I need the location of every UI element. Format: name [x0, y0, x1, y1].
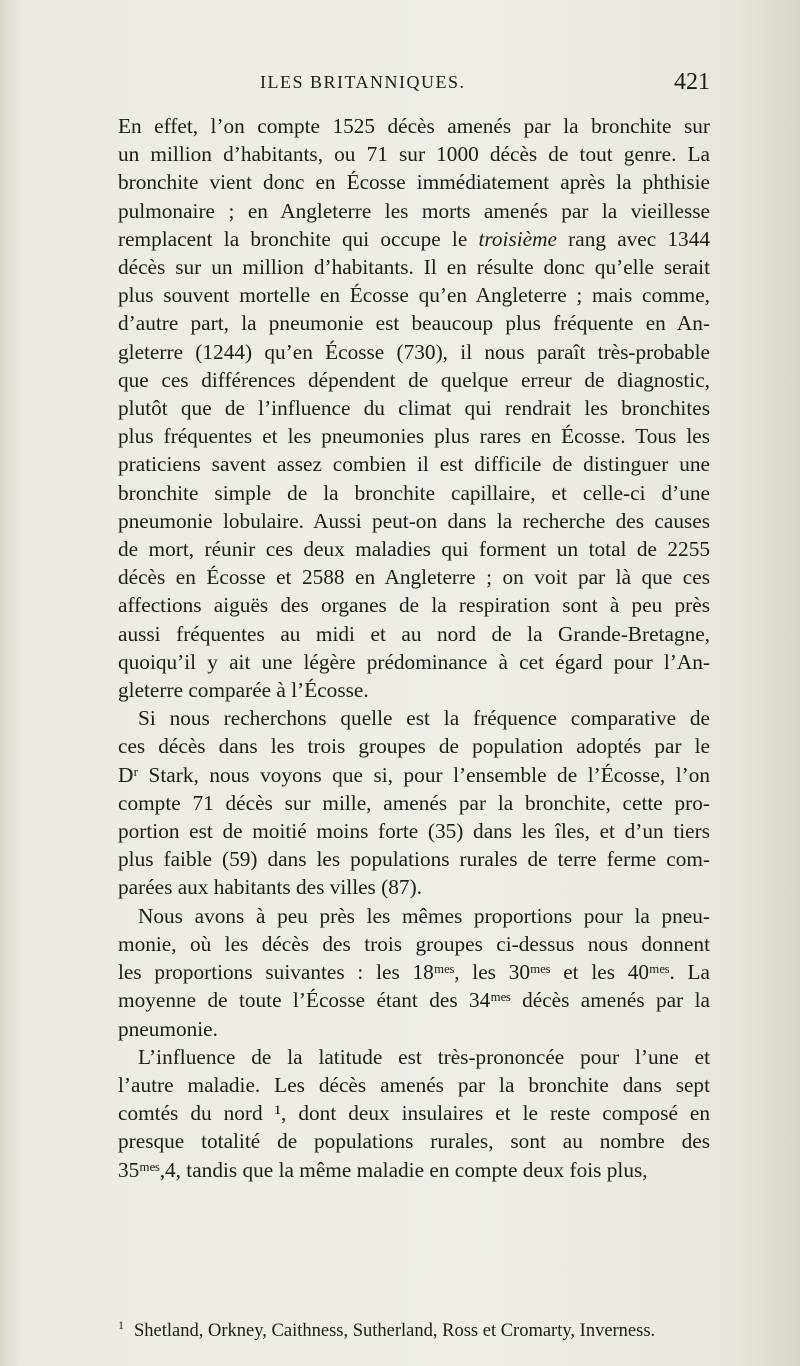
text-line: portion est de moitié moins forte (35) dans les îles, et d’un tiers: [118, 819, 710, 844]
paragraph: [118, 704, 710, 901]
page-header: [200, 69, 710, 106]
text-line: décès sur un million d’habitants. Il en résulte donc qu’elle serait: [118, 255, 710, 280]
text-line: presque totalité de populations rurales, sont au nombre des: [118, 1129, 710, 1154]
emphasis: troisième: [478, 226, 557, 251]
text-line: affections aiguës des organes de la respiration sont à peu près: [118, 593, 710, 618]
text-line: plutôt que de l’influence du climat qui rendrait les bronchites: [118, 396, 710, 421]
text-line: décès en Écosse et 2588 en Angleterre ; on voit par là que ces: [118, 565, 710, 590]
footnote-marker: 1: [118, 1318, 124, 1332]
page-number: 421: [674, 69, 710, 95]
text-line: quoiqu’il y ait une légère prédominance à cet égard pour l’An-: [118, 649, 710, 674]
text-line: comtés du nord ¹, dont deux insulaires et le reste composé en: [118, 1101, 710, 1126]
text-line: remplacent la bronchite qui occupe le troisième rang avec 1344: [118, 226, 710, 251]
text-line: moyenne de toute l’Écosse étant des 34ᵐᵉˢ décès amenés par la: [118, 988, 710, 1013]
text-line: Nous avons à peu près les mêmes proportions pour la pneu-: [138, 903, 710, 928]
footnote: [118, 1318, 718, 1342]
text-line: compte 71 décès sur mille, amenés par la bronchite, cette pro-: [118, 790, 710, 815]
text-line: les proportions suivantes : les 18ᵐᵉˢ, les 30ᵐᵉˢ et les 40ᵐᵉˢ. La: [118, 960, 710, 985]
text-line: pneumonie.: [118, 1016, 218, 1041]
text-line: gleterre comparée à l’Écosse.: [118, 678, 369, 703]
text-line: bronchite simple de la bronchite capillaire, et celle-ci d’une: [118, 480, 710, 505]
text-line: gleterre (1244) qu’en Écosse (730), il nous paraît très-probable: [118, 339, 710, 364]
running-title: ILES BRITANNIQUES.: [260, 72, 466, 92]
text-line: Dʳ Stark, nous voyons que si, pour l’ensemble de l’Écosse, l’on: [118, 762, 710, 787]
text-line: l’autre maladie. Les décès amenés par la bronchite dans sept: [118, 1072, 710, 1097]
text-line: 35ᵐᵉˢ,4, tandis que la même maladie en compte deux fois plus,: [118, 1157, 648, 1182]
text-line: bronchite vient donc en Écosse immédiatement après la phthisie: [118, 170, 710, 195]
text-line: un million d’habitants, ou 71 sur 1000 décès de tout genre. La: [118, 142, 710, 167]
text-line: plus faible (59) dans les populations rurales de terre ferme com-: [118, 847, 710, 872]
body-text: [118, 112, 710, 1184]
text-line: praticiens savent assez combien il est difficile de distinguer une: [118, 452, 710, 477]
paragraph: [118, 112, 710, 704]
text-line: ces décès dans les trois groupes de population adoptés par le: [118, 734, 710, 759]
footnote-text: Shetland, Orkney, Caithness, Sutherland, Ross et Cromarty, Inverness.: [134, 1321, 656, 1342]
text-line: de mort, réunir ces deux maladies qui forment un total de 2255: [118, 537, 710, 562]
text-line: parées aux habitants des villes (87).: [118, 875, 422, 900]
paragraph: [118, 902, 710, 1043]
text-line: pulmonaire ; en Angleterre les morts amenés par la vieillesse: [118, 198, 710, 223]
text-line: L’influence de la latitude est très-prononcée pour l’une et: [138, 1044, 710, 1069]
text-line: d’autre part, la pneumonie est beaucoup plus fréquente en An-: [118, 311, 710, 336]
paragraph: [118, 1043, 710, 1184]
text-line: pneumonie lobulaire. Aussi peut-on dans la recherche des causes: [118, 508, 710, 533]
text-line: monie, où les décès des trois groupes ci-dessus nous donnent: [118, 931, 710, 956]
text-line: En effet, l’on compte 1525 décès amenés par la bronchite sur: [118, 114, 710, 138]
text-line: plus souvent mortelle en Écosse qu’en Angleterre ; mais comme,: [118, 283, 710, 308]
text-line: aussi fréquentes au midi et au nord de la Grande-Bretagne,: [118, 621, 710, 646]
text-line: que ces différences dépendent de quelque erreur de diagnostic,: [118, 367, 710, 392]
text-line: Si nous recherchons quelle est la fréquence comparative de: [138, 706, 710, 731]
text-line: plus fréquentes et les pneumonies plus rares en Écosse. Tous les: [118, 424, 710, 449]
